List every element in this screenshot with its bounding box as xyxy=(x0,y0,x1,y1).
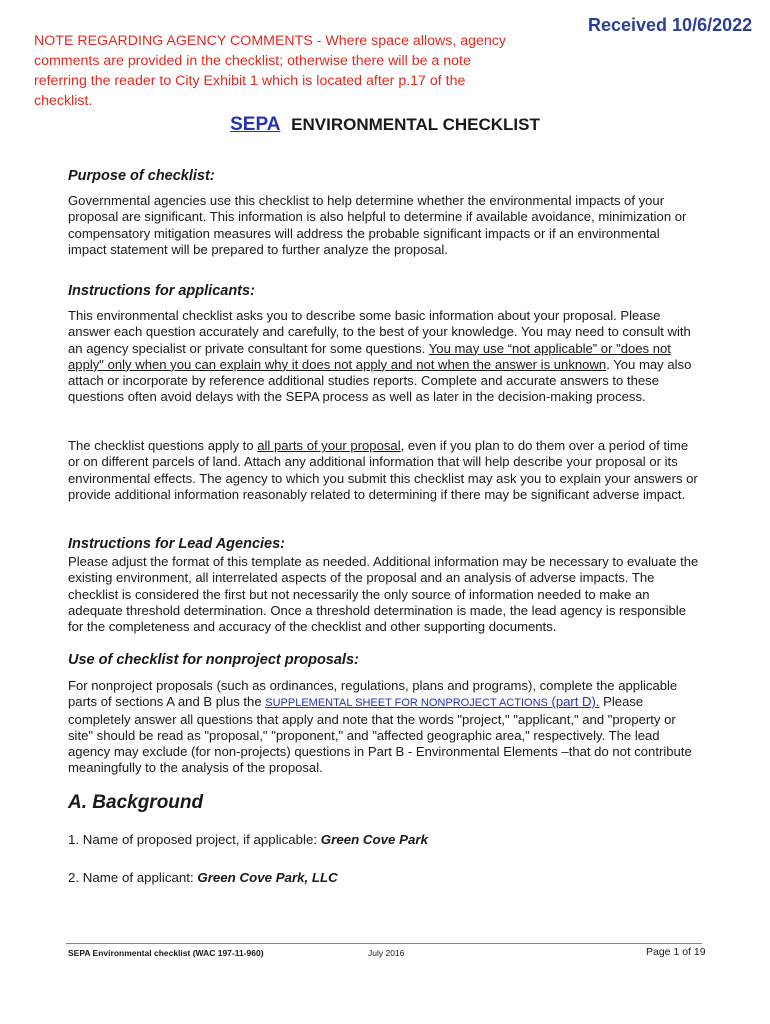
question-2-label: 2. Name of applicant: xyxy=(68,870,198,885)
note-line-1: NOTE REGARDING AGENCY COMMENTS - Where space allows, agency xyxy=(34,33,506,49)
applicants-p1-underlined: You may use “not applicable” or "does not apply" only when you can explain why it does not apply and not when the answer is unknown xyxy=(68,340,671,372)
supplemental-sheet-link[interactable]: SUPPLEMENTAL SHEET FOR NONPROJECT ACTIONS xyxy=(265,697,548,710)
received-stamp: Received 10/6/2022 xyxy=(588,15,753,35)
lead-agencies-paragraph: Please adjust the format of this template as needed. Additional information may be necessary to evaluate the existing environment, all interrelated aspects of the proposal and an analysis of adverse impacts. The checklist is considered the first but not necessarily the only source of information needed to make an adequate threshold determination. Once a threshold determination is made, the lead agency is responsible for the completeness and accuracy of the checklist and other supporting documents. xyxy=(68,554,699,635)
footer-document-name: SEPA Environmental checklist (WAC 197-11-960) xyxy=(68,948,264,958)
lead-agencies-heading: Instructions for Lead Agencies: xyxy=(68,536,285,552)
applicants-p1-text-a: This environmental checklist asks you to describe some basic information about your proposal. Please answer each question accurately and carefully, to the best of your knowledge. You may need to consult with an agency specialist or private consultant for some questions. xyxy=(68,308,691,356)
part-d-link[interactable]: (part D). xyxy=(547,694,600,710)
note-line-3: referring the reader to City Exhibit 1 which is located after p.17 of the xyxy=(34,73,466,89)
applicants-heading: Instructions for applicants: xyxy=(68,283,255,299)
applicants-paragraph-1 xyxy=(68,308,700,406)
footer-page-number: Page 1 of 19 xyxy=(646,946,706,958)
applicants-p2-text-a: The checklist questions apply to xyxy=(68,438,258,453)
sepa-link[interactable]: SEPA xyxy=(230,114,281,135)
note-line-2: comments are provided in the checklist; otherwise there will be a note xyxy=(34,53,471,69)
purpose-paragraph: Governmental agencies use this checklist to help determine whether the environmental impacts of your proposal are significant. This information is also helpful to determine if available avoidance, minimization or compensatory mitigation measures will address the probable significant impacts or if an environmental impact statement will be prepared to further analyze the proposal. xyxy=(68,193,687,257)
footer-date: July 2016 xyxy=(368,948,405,958)
purpose-heading: Purpose of checklist: xyxy=(68,168,215,184)
document-title xyxy=(0,114,770,136)
applicants-p2-text-b: , even if you plan to do them over a period of time or on different parcels of land. Attach any additional information that will help describe your proposal or its environmental effects. The agency to which you submit this checklist may ask you to explain your answers or provide additional information reasonably related to determining if there may be significant adverse impact. xyxy=(68,438,698,502)
nonproject-heading: Use of checklist for nonproject proposals: xyxy=(68,652,359,668)
question-1-label: 1. Name of proposed project, if applicable: xyxy=(68,832,321,847)
title-text: ENVIRONMENTAL CHECKLIST xyxy=(291,115,540,134)
applicants-paragraph-2 xyxy=(68,438,700,503)
note-line-4: checklist. xyxy=(34,93,93,109)
question-1-answer: Green Cove Park xyxy=(320,832,428,847)
nonproject-text-a: For nonproject proposals (such as ordinances, regulations, plans and programs), complete the applicable parts of sections A and B plus the xyxy=(68,678,678,710)
agency-comments-note xyxy=(34,31,544,111)
applicants-p1-text-b: . You may also attach or incorporate by reference additional studies reports. Complete and accurate answers to these questions often avoid delays with the SEPA process as well as later in the decision-making process. xyxy=(68,356,692,405)
nonproject-paragraph xyxy=(68,678,700,777)
nonproject-text-b: Please completely answer all questions that apply and note that the words "project," "applicant," and "property or site" should be read as "proposal," "proponent," and "affected geographic area," respectively. The lead agency may exclude (for non-projects) questions in Part B - Environmental Elements –that do not contribute meaningfully to the analysis of the proposal. xyxy=(68,694,692,776)
applicants-p2-underlined: all parts of your proposal xyxy=(257,438,401,453)
footer-divider xyxy=(66,943,702,944)
question-1 xyxy=(68,832,428,847)
section-a-heading: A. Background xyxy=(68,792,204,813)
question-2 xyxy=(68,870,338,885)
question-2-answer: Green Cove Park, LLC xyxy=(197,870,338,885)
